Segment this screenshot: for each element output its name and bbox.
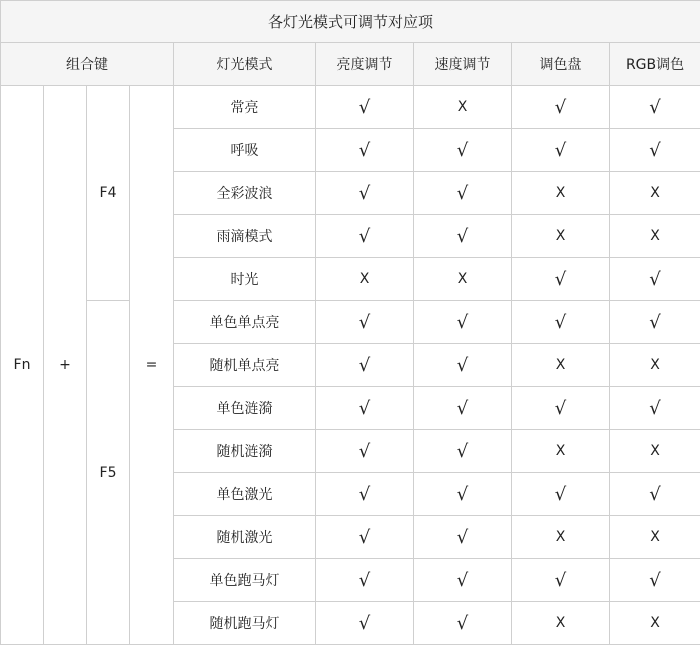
brightness-support-mark: √ — [316, 344, 414, 387]
mode-name: 呼吸 — [174, 129, 316, 172]
header-combo-key: 组合键 — [1, 43, 174, 86]
speed-support-mark: √ — [414, 559, 512, 602]
speed-support-mark: √ — [414, 301, 512, 344]
rgb-support-mark: X — [610, 172, 700, 215]
palette-support-mark: X — [512, 344, 610, 387]
speed-support-mark: √ — [414, 430, 512, 473]
table-row — [1, 301, 700, 344]
mode-name: 随机涟漪 — [174, 430, 316, 473]
mode-name: 常亮 — [174, 86, 316, 129]
palette-support-mark: √ — [512, 387, 610, 430]
speed-support-mark: √ — [414, 172, 512, 215]
mode-name: 随机单点亮 — [174, 344, 316, 387]
rgb-support-mark: X — [610, 516, 700, 559]
rgb-support-mark: √ — [610, 559, 700, 602]
rgb-support-mark: √ — [610, 258, 700, 301]
rgb-support-mark: √ — [610, 387, 700, 430]
speed-support-mark: √ — [414, 516, 512, 559]
rgb-support-mark: X — [610, 215, 700, 258]
palette-support-mark: X — [512, 172, 610, 215]
palette-support-mark: √ — [512, 129, 610, 172]
mode-name: 单色涟漪 — [174, 387, 316, 430]
brightness-support-mark: √ — [316, 559, 414, 602]
speed-support-mark: √ — [414, 473, 512, 516]
brightness-support-mark: √ — [316, 516, 414, 559]
speed-support-mark: √ — [414, 344, 512, 387]
mode-name: 随机激光 — [174, 516, 316, 559]
palette-support-mark: √ — [512, 301, 610, 344]
brightness-support-mark: √ — [316, 301, 414, 344]
palette-support-mark: √ — [512, 559, 610, 602]
header-rgb: RGB调色 — [610, 43, 700, 86]
mode-name: 单色单点亮 — [174, 301, 316, 344]
speed-support-mark: √ — [414, 387, 512, 430]
palette-support-mark: X — [512, 430, 610, 473]
mode-name: 全彩波浪 — [174, 172, 316, 215]
rgb-support-mark: X — [610, 344, 700, 387]
brightness-support-mark: √ — [316, 387, 414, 430]
palette-support-mark: √ — [512, 258, 610, 301]
palette-support-mark: √ — [512, 473, 610, 516]
brightness-support-mark: √ — [316, 215, 414, 258]
speed-support-mark: X — [414, 86, 512, 129]
mode-name: 单色跑马灯 — [174, 559, 316, 602]
header-light-mode: 灯光模式 — [174, 43, 316, 86]
table-title: 各灯光模式可调节对应项 — [1, 1, 700, 43]
brightness-support-mark: √ — [316, 430, 414, 473]
combo-fn-key: Fn — [1, 86, 44, 645]
palette-support-mark: √ — [512, 86, 610, 129]
rgb-support-mark: √ — [610, 86, 700, 129]
brightness-support-mark: X — [316, 258, 414, 301]
combo-f4-key: F4 — [87, 86, 130, 301]
combo-plus-sign: + — [44, 86, 87, 645]
speed-support-mark: X — [414, 258, 512, 301]
brightness-support-mark: √ — [316, 172, 414, 215]
brightness-support-mark: √ — [316, 86, 414, 129]
mode-name: 时光 — [174, 258, 316, 301]
rgb-support-mark: √ — [610, 473, 700, 516]
palette-support-mark: X — [512, 602, 610, 645]
palette-support-mark: X — [512, 215, 610, 258]
header-speed: 速度调节 — [414, 43, 512, 86]
mode-name: 随机跑马灯 — [174, 602, 316, 645]
speed-support-mark: √ — [414, 215, 512, 258]
mode-name: 雨滴模式 — [174, 215, 316, 258]
header-brightness: 亮度调节 — [316, 43, 414, 86]
rgb-support-mark: X — [610, 430, 700, 473]
header-palette: 调色盘 — [512, 43, 610, 86]
brightness-support-mark: √ — [316, 473, 414, 516]
table-row — [1, 86, 700, 129]
combo-f5-key: F5 — [87, 301, 130, 645]
palette-support-mark: X — [512, 516, 610, 559]
mode-name: 单色激光 — [174, 473, 316, 516]
brightness-support-mark: √ — [316, 129, 414, 172]
rgb-support-mark: √ — [610, 129, 700, 172]
rgb-support-mark: X — [610, 602, 700, 645]
speed-support-mark: √ — [414, 602, 512, 645]
combo-equals-sign: = — [130, 86, 174, 645]
speed-support-mark: √ — [414, 129, 512, 172]
brightness-support-mark: √ — [316, 602, 414, 645]
rgb-support-mark: √ — [610, 301, 700, 344]
